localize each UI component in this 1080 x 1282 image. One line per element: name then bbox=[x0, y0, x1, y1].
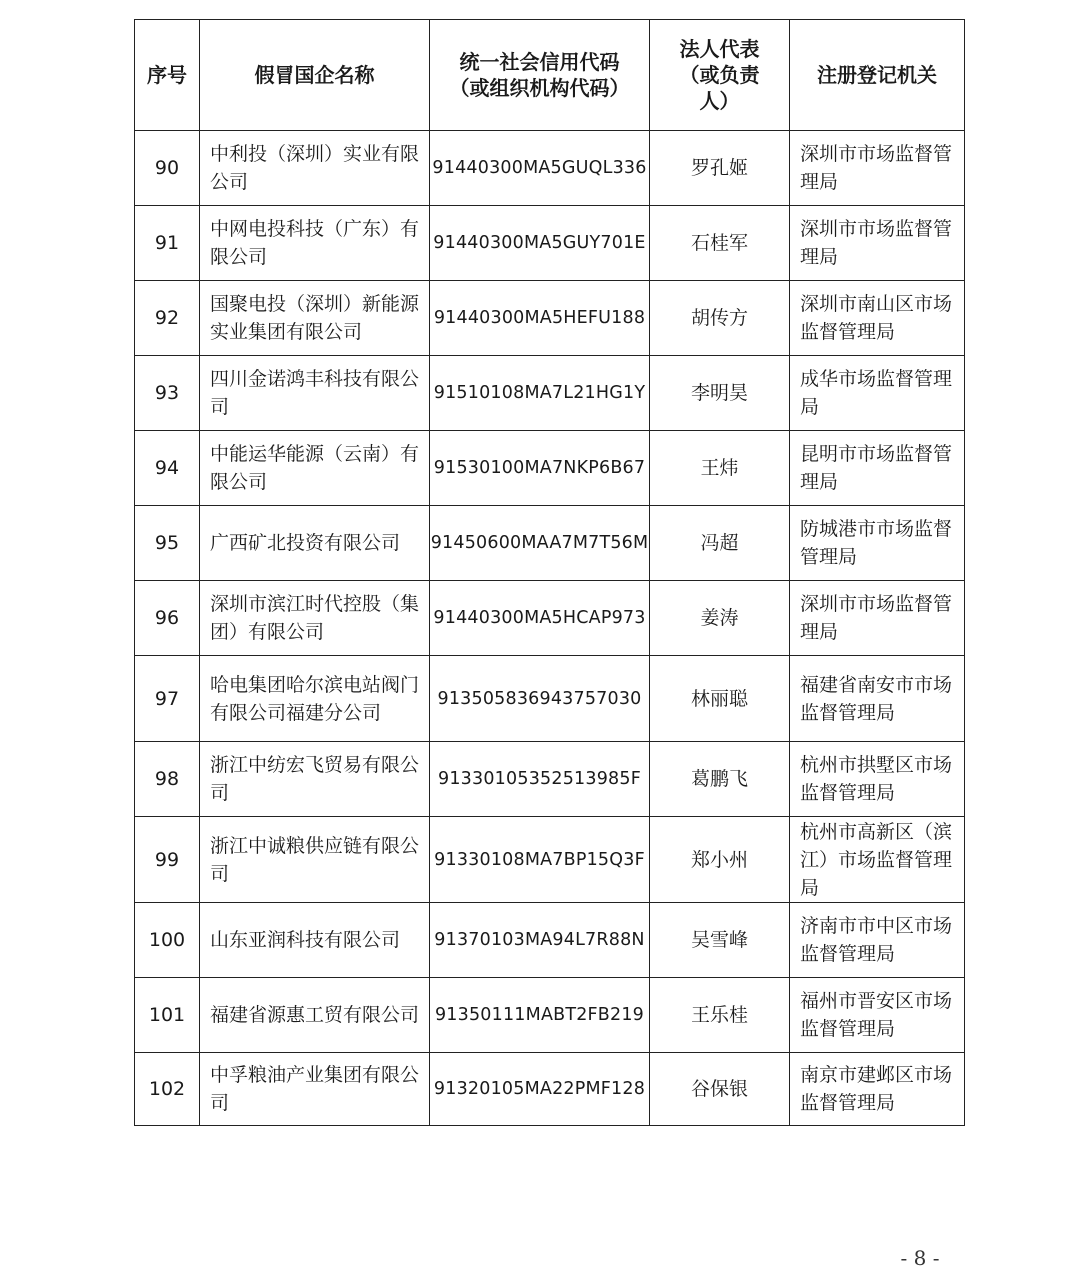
cell-company-name: 中网电投科技（广东）有限公司 bbox=[200, 206, 430, 281]
cell-registration-authority: 防城港市市场监督管理局 bbox=[790, 506, 965, 581]
cell-credit-code: 913505836943757030 bbox=[430, 656, 650, 742]
table-row bbox=[135, 742, 965, 817]
cell-no: 91 bbox=[135, 206, 200, 281]
cell-registration-authority: 深圳市市场监督管理局 bbox=[790, 581, 965, 656]
cell-no: 93 bbox=[135, 356, 200, 431]
cell-registration-authority: 杭州市高新区（滨江）市场监督管理局 bbox=[790, 817, 965, 903]
table-row bbox=[135, 431, 965, 506]
cell-registration-authority: 成华市场监督管理局 bbox=[790, 356, 965, 431]
cell-credit-code: 91330105352513985F bbox=[430, 742, 650, 817]
cell-no: 90 bbox=[135, 131, 200, 206]
cell-registration-authority: 福州市晋安区市场监督管理局 bbox=[790, 978, 965, 1053]
cell-no: 96 bbox=[135, 581, 200, 656]
cell-credit-code: 91510108MA7L21HG1Y bbox=[430, 356, 650, 431]
cell-legal-representative: 谷保银 bbox=[650, 1053, 790, 1126]
counterfeit-soe-table bbox=[134, 19, 965, 1126]
table-row bbox=[135, 131, 965, 206]
table-row bbox=[135, 903, 965, 978]
table-row bbox=[135, 1053, 965, 1126]
cell-no: 94 bbox=[135, 431, 200, 506]
cell-no: 98 bbox=[135, 742, 200, 817]
cell-legal-representative: 林丽聪 bbox=[650, 656, 790, 742]
cell-credit-code: 91350111MABT2FB219 bbox=[430, 978, 650, 1053]
cell-legal-representative: 胡传方 bbox=[650, 281, 790, 356]
cell-no: 102 bbox=[135, 1053, 200, 1126]
cell-credit-code: 91440300MA5HEFU188 bbox=[430, 281, 650, 356]
cell-credit-code: 91530100MA7NKP6B67 bbox=[430, 431, 650, 506]
cell-credit-code: 91370103MA94L7R88N bbox=[430, 903, 650, 978]
cell-company-name: 山东亚润科技有限公司 bbox=[200, 903, 430, 978]
cell-registration-authority: 济南市市中区市场监督管理局 bbox=[790, 903, 965, 978]
cell-legal-representative: 石桂军 bbox=[650, 206, 790, 281]
cell-credit-code: 91440300MA5GUY701E bbox=[430, 206, 650, 281]
cell-company-name: 中孚粮油产业集团有限公司 bbox=[200, 1053, 430, 1126]
cell-no: 97 bbox=[135, 656, 200, 742]
cell-legal-representative: 王炜 bbox=[650, 431, 790, 506]
header-authority: 注册登记机关 bbox=[790, 20, 965, 131]
cell-no: 100 bbox=[135, 903, 200, 978]
table-row bbox=[135, 656, 965, 742]
table-row bbox=[135, 581, 965, 656]
table-row bbox=[135, 506, 965, 581]
cell-company-name: 国聚电投（深圳）新能源实业集团有限公司 bbox=[200, 281, 430, 356]
table-row bbox=[135, 356, 965, 431]
cell-company-name: 浙江中诚粮供应链有限公司 bbox=[200, 817, 430, 903]
cell-no: 99 bbox=[135, 817, 200, 903]
table-row bbox=[135, 206, 965, 281]
table-row bbox=[135, 281, 965, 356]
cell-registration-authority: 南京市建邺区市场监督管理局 bbox=[790, 1053, 965, 1126]
cell-credit-code: 91320105MA22PMF128 bbox=[430, 1053, 650, 1126]
table-row bbox=[135, 978, 965, 1053]
cell-company-name: 中能运华能源（云南）有限公司 bbox=[200, 431, 430, 506]
cell-registration-authority: 昆明市市场监督管理局 bbox=[790, 431, 965, 506]
cell-registration-authority: 深圳市市场监督管理局 bbox=[790, 206, 965, 281]
cell-credit-code: 91440300MA5GUQL336 bbox=[430, 131, 650, 206]
cell-credit-code: 91330108MA7BP15Q3F bbox=[430, 817, 650, 903]
cell-legal-representative: 姜涛 bbox=[650, 581, 790, 656]
cell-registration-authority: 杭州市拱墅区市场监督管理局 bbox=[790, 742, 965, 817]
cell-no: 101 bbox=[135, 978, 200, 1053]
cell-legal-representative: 罗孔姬 bbox=[650, 131, 790, 206]
cell-legal-representative: 李明昊 bbox=[650, 356, 790, 431]
table-header-row bbox=[135, 20, 965, 131]
cell-legal-representative: 郑小州 bbox=[650, 817, 790, 903]
cell-registration-authority: 深圳市市场监督管理局 bbox=[790, 131, 965, 206]
cell-no: 95 bbox=[135, 506, 200, 581]
cell-registration-authority: 福建省南安市市场监督管理局 bbox=[790, 656, 965, 742]
cell-credit-code: 91440300MA5HCAP973 bbox=[430, 581, 650, 656]
table-row bbox=[135, 817, 965, 903]
cell-company-name: 浙江中纺宏飞贸易有限公司 bbox=[200, 742, 430, 817]
cell-company-name: 哈电集团哈尔滨电站阀门有限公司福建分公司 bbox=[200, 656, 430, 742]
cell-company-name: 深圳市滨江时代控股（集团）有限公司 bbox=[200, 581, 430, 656]
table-body bbox=[135, 131, 965, 1126]
cell-legal-representative: 王乐桂 bbox=[650, 978, 790, 1053]
cell-company-name: 四川金诺鸿丰科技有限公司 bbox=[200, 356, 430, 431]
header-name: 假冒国企名称 bbox=[200, 20, 430, 131]
cell-credit-code: 91450600MAA7M7T56M bbox=[430, 506, 650, 581]
cell-legal-representative: 吴雪峰 bbox=[650, 903, 790, 978]
cell-company-name: 广西矿北投资有限公司 bbox=[200, 506, 430, 581]
cell-legal-representative: 葛鹏飞 bbox=[650, 742, 790, 817]
cell-company-name: 中利投（深圳）实业有限公司 bbox=[200, 131, 430, 206]
cell-registration-authority: 深圳市南山区市场监督管理局 bbox=[790, 281, 965, 356]
page-number: - 8 - bbox=[900, 1246, 940, 1270]
cell-legal-representative: 冯超 bbox=[650, 506, 790, 581]
header-rep: 法人代表（或负责人） bbox=[650, 20, 790, 131]
cell-company-name: 福建省源惠工贸有限公司 bbox=[200, 978, 430, 1053]
cell-no: 92 bbox=[135, 281, 200, 356]
header-code: 统一社会信用代码（或组织机构代码） bbox=[430, 20, 650, 131]
header-no: 序号 bbox=[135, 20, 200, 131]
